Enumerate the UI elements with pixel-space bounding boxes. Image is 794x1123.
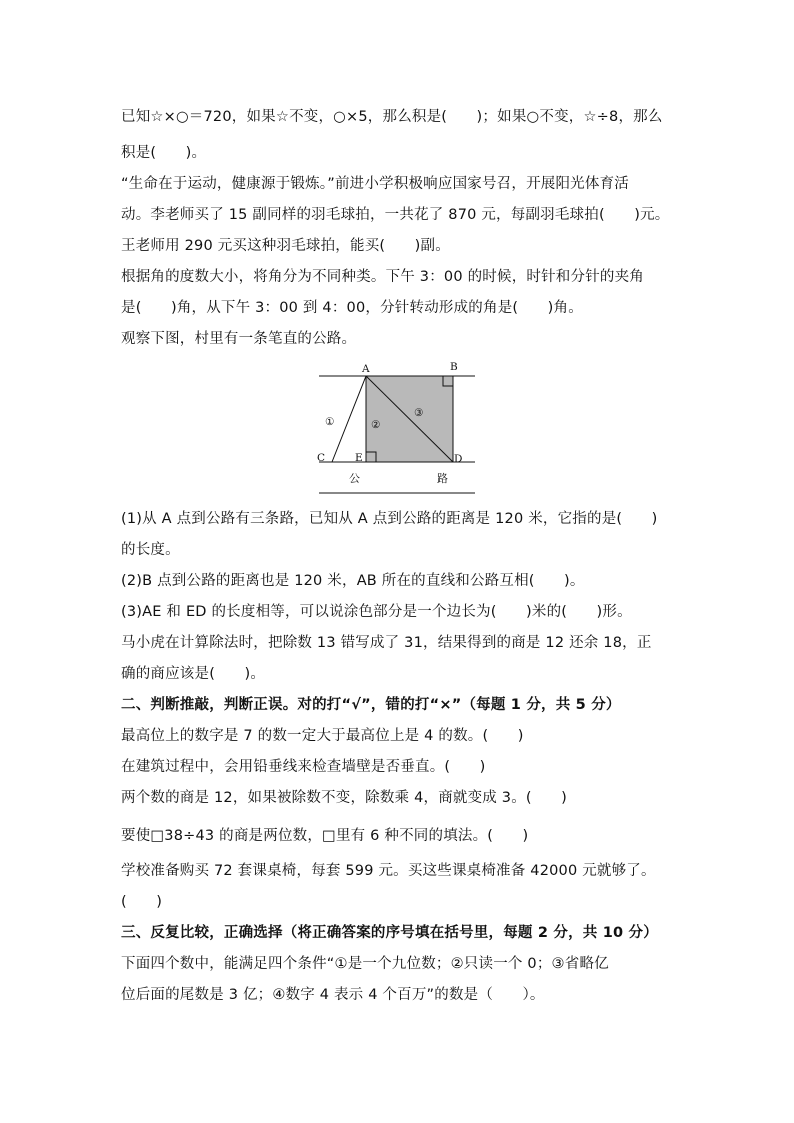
path-label-1: ①	[325, 416, 335, 428]
section-2-heading: 二、判断推敲，判断正误。对的打“√”，错的打“×”（每题 1 分，共 5 分）	[121, 697, 621, 713]
label-b: B	[450, 361, 458, 373]
road-label-lu: 路	[437, 472, 448, 485]
label-a: A	[362, 363, 370, 375]
tf-item-2: 在建筑过程中，会用铅垂线来检查墙壁是否垂直。( )	[121, 759, 486, 775]
path-ac	[332, 376, 366, 462]
label-d: D	[454, 453, 463, 465]
mc-item-1-line2: 位后面的尾数是 3 亿；④数字 4 表示 4 个百万”的数是（ ）。	[121, 987, 545, 1003]
q-road-part1-line2: 的长度。	[121, 542, 180, 558]
q-badminton-line1: “生命在于运动，健康源于锻炼。”前进小学积极响应国家号召，开展阳光体育活	[121, 176, 629, 192]
q-division-error-line2: 确的商应该是( )。	[121, 666, 266, 682]
path-label-3: ③	[414, 407, 424, 419]
q-clock-angle-line2: 是( )角，从下午 3：00 到 4：00，分针转动形成的角是( )角。	[121, 300, 583, 316]
q-division-error-line1: 马小虎在计算除法时，把除数 13 错写成了 31，结果得到的商是 12 还余 18，正	[121, 635, 652, 651]
q-clock-angle-line1: 根据角的度数大小，将角分为不同种类。下午 3：00 的时候，时针和分针的夹角	[121, 269, 644, 285]
q-star-circle-product-line1: 已知☆×○＝720，如果☆不变，○×5，那么积是( )；如果○不变，☆÷8，那么	[121, 109, 663, 125]
tf-item-4: 要使□38÷43 的商是两位数，□里有 6 种不同的填法。( )	[121, 828, 529, 844]
tf-item-1: 最高位上的数字是 7 的数一定大于最高位上是 4 的数。( )	[121, 728, 524, 744]
q-road-part2: (2)B 点到公路的距离也是 120 米，AB 所在的直线和公路互相( )。	[121, 573, 585, 589]
mc-item-1-line1: 下面四个数中，能满足四个条件“①是一个九位数；②只读一个 0；③省略亿	[121, 956, 609, 972]
q-badminton-line3: 王老师用 290 元买这种羽毛球拍，能买( )副。	[121, 238, 450, 254]
road-diagram	[300, 355, 490, 500]
tf-item-5-line2: ( )	[121, 894, 163, 910]
q-road-part3: (3)AE 和 ED 的长度相等，可以说涂色部分是一个边长为( )米的( )形。	[121, 604, 632, 620]
tf-item-3: 两个数的商是 12，如果被除数不变，除数乘 4，商就变成 3。( )	[121, 790, 568, 806]
label-e: E	[355, 452, 363, 464]
section-3-heading: 三、反复比较，正确选择（将正确答案的序号填在括号里，每题 2 分，共 10 分）	[121, 925, 658, 941]
q-star-circle-product-line2: 积是( )。	[121, 145, 207, 161]
path-label-2: ②	[371, 419, 381, 431]
tf-item-5-line1: 学校准备购买 72 套课桌椅，每套 599 元。买这些课桌椅准备 42000 元就够了。	[121, 863, 656, 879]
label-c: C	[317, 452, 326, 464]
q-road-part1-line1: (1)从 A 点到公路有三条路，已知从 A 点到公路的距离是 120 米，它指的是( )	[121, 511, 658, 527]
q-road-intro: 观察下图，村里有一条笔直的公路。	[121, 331, 357, 347]
road-label-gong: 公	[349, 472, 360, 485]
q-badminton-line2: 动。李老师买了 15 副同样的羽毛球拍，一共花了 870 元，每副羽毛球拍( )元。	[121, 207, 670, 223]
